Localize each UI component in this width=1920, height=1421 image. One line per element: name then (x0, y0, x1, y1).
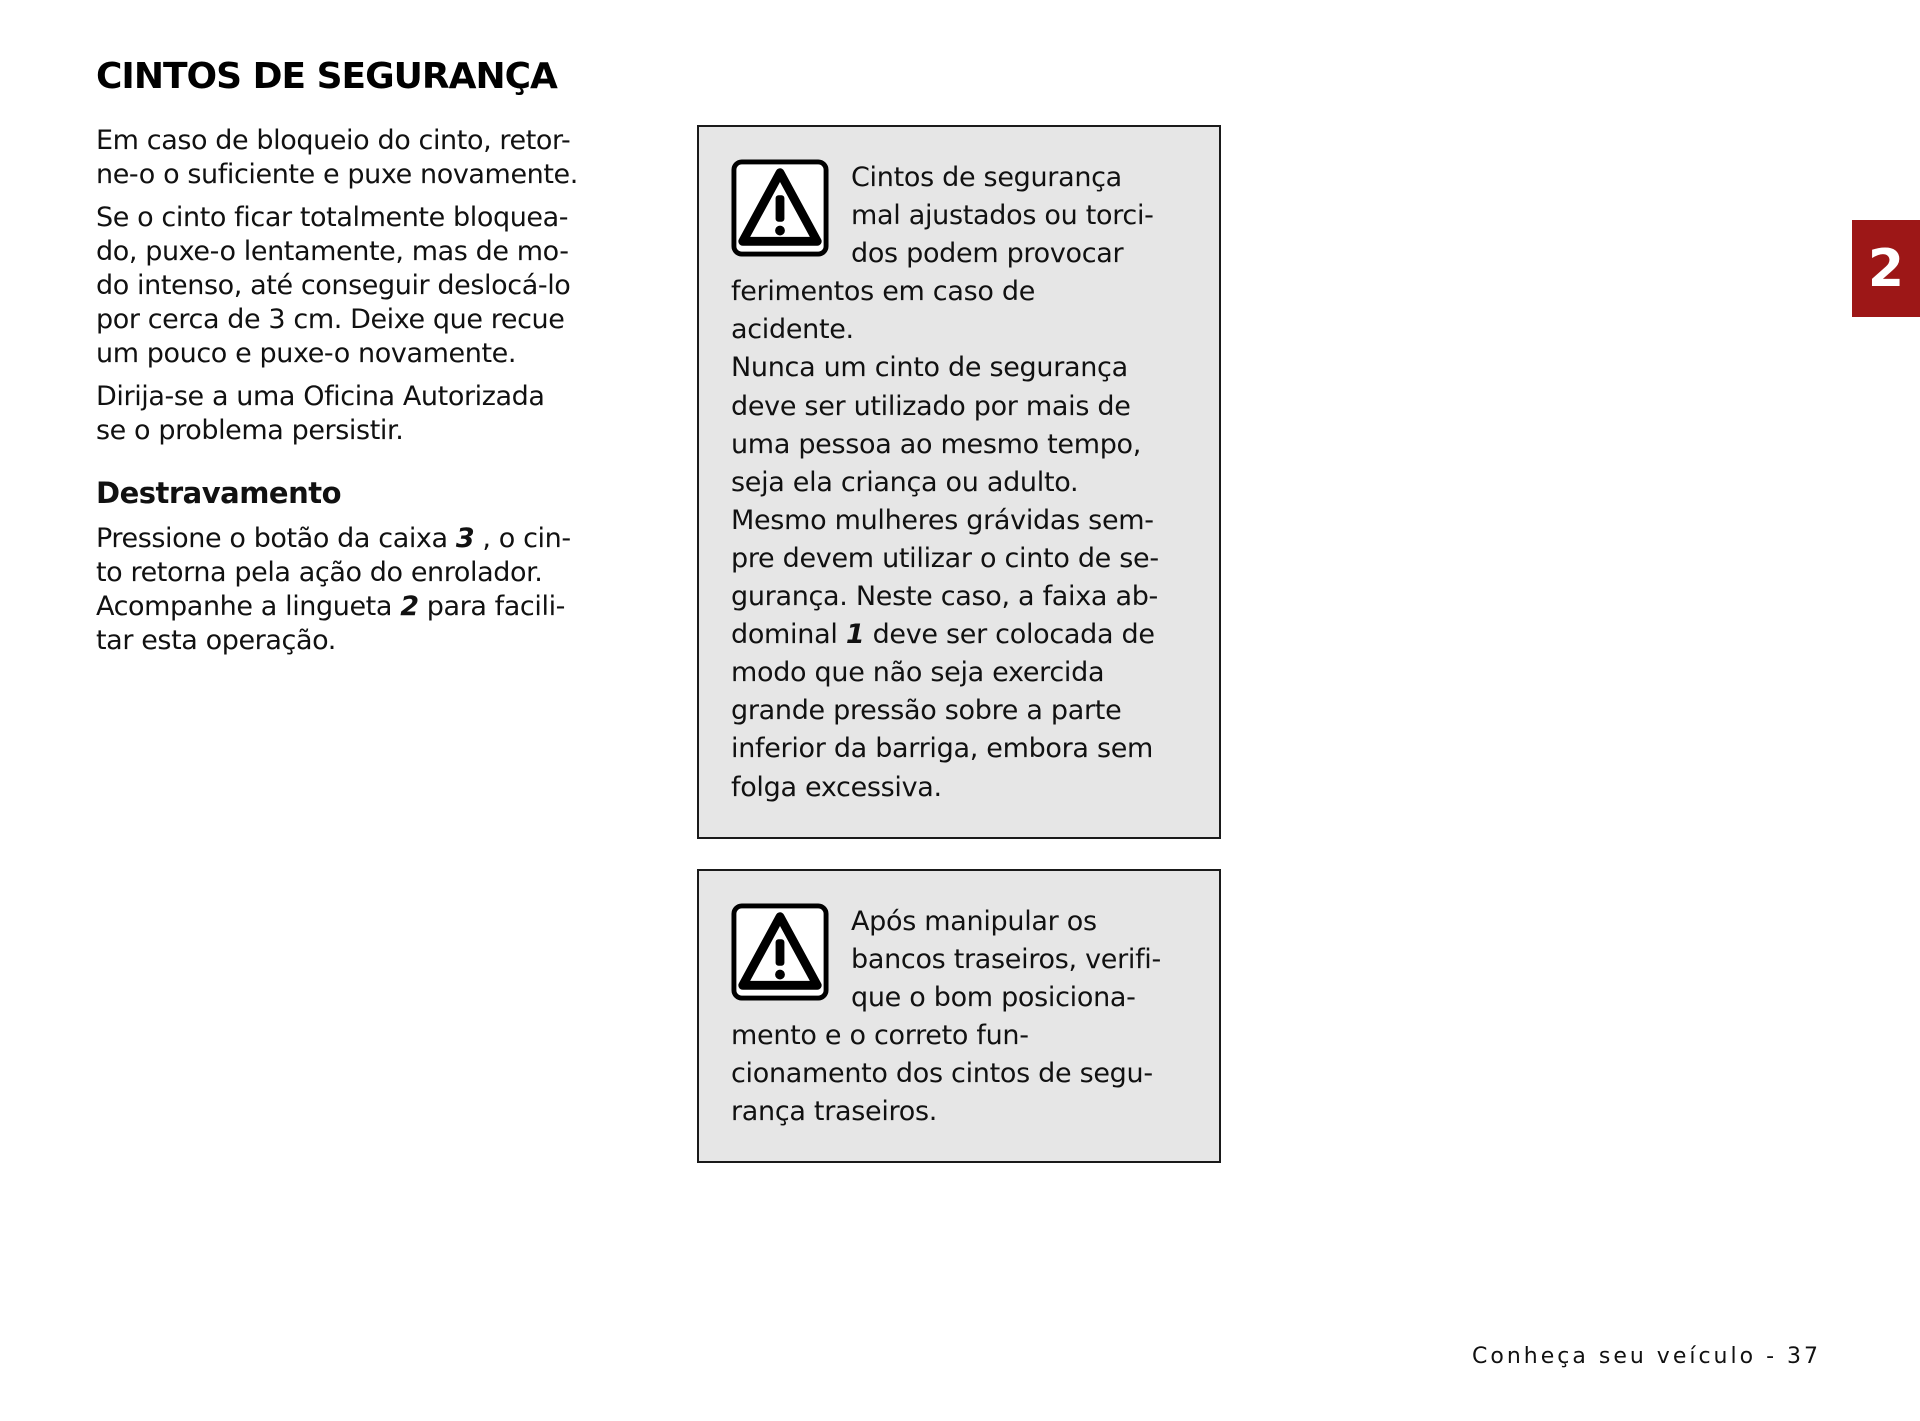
warning-box-rear-seats (697, 869, 1221, 1163)
chapter-tab: 2 (1852, 220, 1920, 317)
text-span: deve ser colocada de modo que não seja exercida grande pressão sobre a parte inferior da barriga, embora sem folga excessiva. (731, 619, 1155, 803)
paragraph-unlocking (96, 522, 636, 658)
paragraph-blocked-belt: Em caso de bloqueio do cinto, retor- ne-o o suficiente e puxe novamente. (96, 125, 578, 190)
warning-box-belt-adjustment (697, 125, 1221, 839)
warning-text: Após manipular os bancos traseiros, verifi- que o bom posiciona- mento e o correto fun- cionamento dos cintos de segu- rança traseiros. (731, 906, 1161, 1128)
text-span: Pressione o botão da caixa (96, 523, 456, 554)
warning-triangle-icon (731, 159, 829, 257)
text-span: para facili- tar esta operação. (96, 591, 566, 656)
paragraph-authorized-shop: Dirija-se a uma Oficina Autorizada se o problema persistir. (96, 381, 545, 446)
reference-number: 3 (455, 523, 475, 554)
page-title: CINTOS DE SEGURANÇA (96, 56, 557, 97)
section-subtitle: Destravamento (96, 476, 342, 510)
reference-number: 2 (400, 591, 419, 622)
page-footer: Conheça seu veículo - 37 (1472, 1344, 1821, 1369)
warning-triangle-icon (731, 903, 829, 1001)
paragraph-fully-blocked: Se o cinto ficar totalmente bloquea- do, puxe-o lentamente, mas de mo- do intenso, até conseguir deslocá-lo por cerca de 3 cm. Deixe que recue um pouco e puxe-o novamente. (96, 202, 571, 369)
text-span: Cintos de segurança mal ajustados ou torci- dos podem provocar ferimentos em caso de acidente. Nunca um cinto de segurança deve ser utilizado por mais de uma pessoa ao mesmo tempo, seja ela criança ou adulto. Mesmo mulheres grávidas sem- pre devem utilizar o cinto de se- gurança. Neste caso, a faixa ab- dominal (731, 162, 1159, 651)
left-column (96, 124, 636, 667)
reference-number: 1 (845, 619, 865, 651)
text-span: , o cin- to retorna pela ação do enrolador. Acompanhe a lingueta (96, 523, 571, 622)
